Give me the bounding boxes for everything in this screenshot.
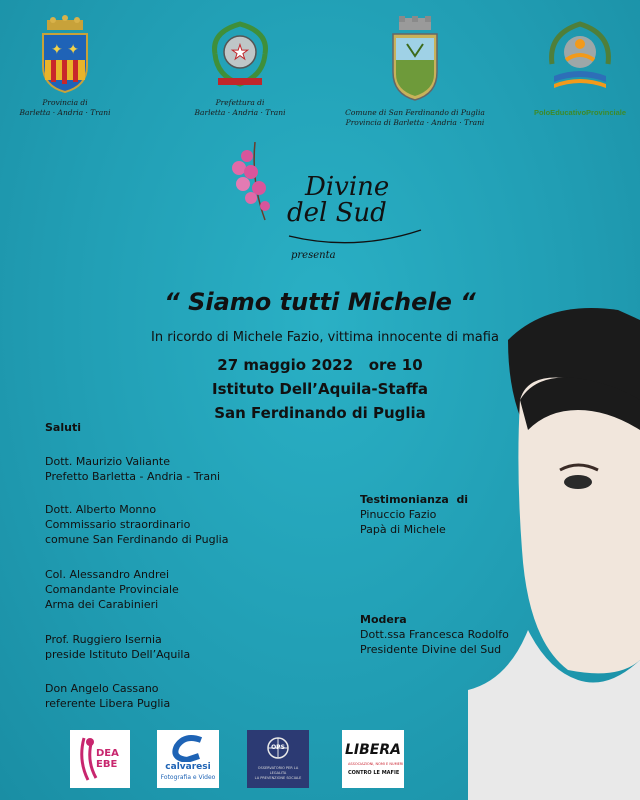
provincia-caption-1: Provincia di: [42, 98, 88, 107]
testimone-role: Papà di Michele: [360, 523, 446, 536]
logo-polo-educativo: [528, 14, 632, 118]
sponsor-ops: [247, 730, 309, 788]
person-name: Prof. Ruggiero Isernia: [45, 633, 162, 646]
divine-del-sud-brand: [225, 142, 425, 262]
svg-text:✦ ✦: ✦ ✦: [51, 42, 79, 58]
person-role: comune San Ferdinando di Puglia: [45, 533, 229, 546]
modera-block: [360, 612, 509, 657]
person-role: Commissario straordinario: [45, 518, 191, 531]
moderatore-role: Presidente Divine del Sud: [360, 643, 502, 656]
person-name: Col. Alessandro Andrei: [45, 568, 170, 581]
svg-text:★: ★: [231, 40, 249, 64]
event-title: “ Siamo tutti Michele “: [164, 288, 476, 316]
comune-caption-1: Comune di San Ferdinando di Puglia: [345, 108, 485, 117]
event-venue: Istituto Dell’Aquila-Staffa: [212, 380, 428, 398]
person-role: Arma dei Carabinieri: [45, 598, 159, 611]
logo-comune: [340, 14, 490, 128]
testimone-name: Pinuccio Fazio: [360, 508, 437, 521]
saluti-person-5: [45, 681, 170, 711]
testimonianza-heading: Testimonianza di: [360, 493, 469, 506]
logo-provincia: [10, 14, 120, 118]
event-date: 27 maggio 2022 ore 10: [217, 356, 423, 374]
ops-fullname: OSSERVATORIO PER LA LEGALITA LA PREVENZIONE SOCIALE: [254, 766, 302, 780]
modera-heading: Modera: [360, 613, 407, 626]
orchid-icon: [225, 142, 285, 222]
saluti-person-4: [45, 632, 190, 662]
polo-caption: PoloEducativoProvinciale: [533, 108, 627, 117]
calvaresi-c-icon: [171, 734, 205, 762]
prefettura-caption-2: Barletta · Andria · Trani: [194, 108, 286, 117]
saluti-heading: Saluti: [45, 421, 81, 434]
prefettura-caption-1: Prefettura di: [215, 98, 265, 107]
person-name: Dott. Alberto Monno: [45, 503, 157, 516]
libera-tagline-1: ASSOCIAZIONI, NOMI E NUMERI: [348, 762, 404, 766]
person-role: referente Libera Puglia: [45, 697, 171, 710]
ebe-text: EBE: [96, 759, 118, 770]
calvaresi-tagline: Fotografia e Video: [160, 774, 216, 781]
brand-presenta: presenta: [291, 250, 336, 261]
libera-tagline-2: CONTRO LE MAFIE: [348, 770, 400, 776]
saluti-person-2: [45, 502, 228, 547]
portrait-image: [468, 300, 640, 800]
sponsor-libera: [342, 730, 404, 788]
event-subtitle: In ricordo di Michele Fazio, vittima innocente di mafia: [151, 330, 499, 345]
person-name: Don Angelo Cassano: [45, 682, 159, 695]
provincia-caption-2: Barletta · Andria · Trani: [19, 108, 111, 117]
logo-prefettura: [180, 14, 300, 118]
polo-educativo-emblem-icon: [540, 14, 620, 104]
brand-del-sud: del Sud: [287, 198, 387, 228]
person-name: Dott. Maurizio Valiante: [45, 455, 170, 468]
sponsor-calvaresi: [157, 730, 219, 788]
calvaresi-name: calvaresi: [165, 762, 211, 772]
testimonianza-block: [360, 492, 468, 537]
comune-crest-icon: [385, 14, 445, 104]
moderatore-name: Dott.ssa Francesca Rodolfo: [360, 628, 509, 641]
provincia-crest-icon: [35, 14, 95, 94]
comune-caption-2: Provincia di Barletta · Andria · Trani: [345, 118, 485, 127]
ops-acronym: OPS: [271, 744, 285, 751]
saluti-person-1: [45, 454, 220, 484]
saluti-person-3: [45, 567, 179, 612]
sponsor-dea-ebe: [70, 730, 130, 788]
person-role: preside Istituto Dell’Aquila: [45, 648, 191, 661]
italian-republic-emblem-icon: [205, 14, 275, 94]
person-role: Prefetto Barletta - Andria - Trani: [45, 470, 221, 483]
brand-divine: Divine: [305, 172, 390, 202]
dea-text: DEA: [96, 748, 119, 759]
person-role: Comandante Provinciale: [45, 583, 179, 596]
event-town: San Ferdinando di Puglia: [214, 404, 426, 422]
libera-name: LIBERA: [345, 742, 401, 758]
